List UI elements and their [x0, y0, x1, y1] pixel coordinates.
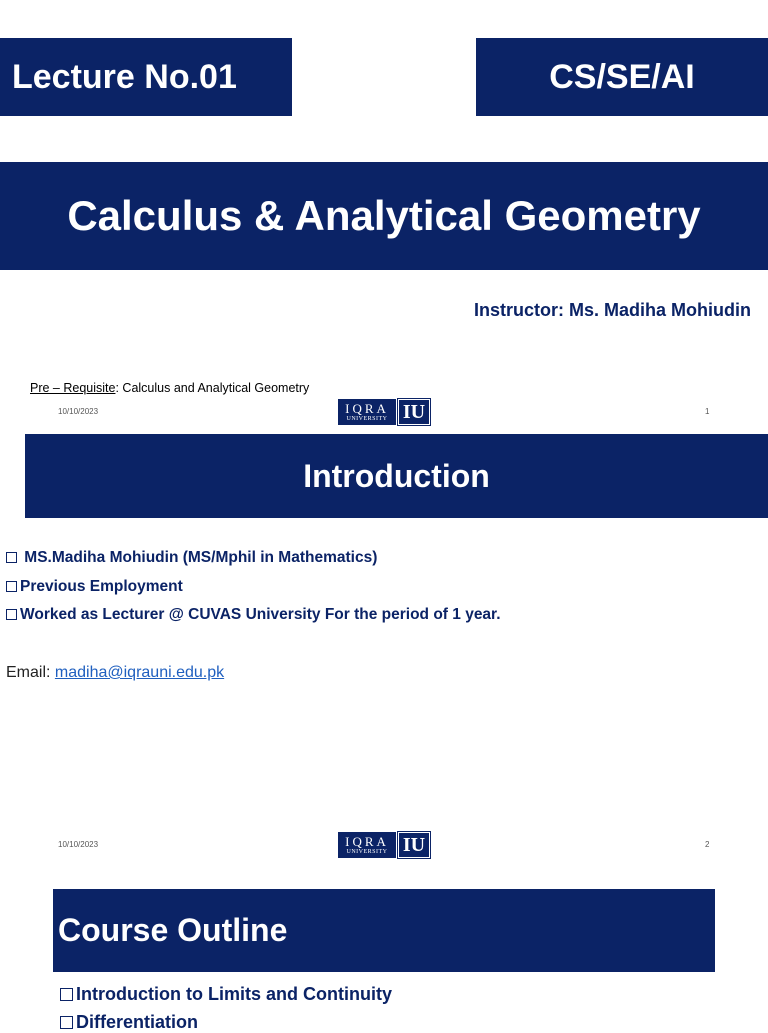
- logo-subword: UNIVERSITY: [346, 415, 388, 422]
- course-title: Calculus & Analytical Geometry: [67, 192, 701, 239]
- lecture-number-banner: [0, 38, 292, 116]
- logo-subword: UNIVERSITY: [346, 848, 388, 855]
- introduction-heading: Introduction: [303, 457, 490, 494]
- logo-word: IQRA: [345, 400, 389, 416]
- outline-bullet-text: Differentiation: [76, 1012, 199, 1032]
- logo-wordmark: [338, 832, 396, 858]
- intro-bullet-text: Worked as Lecturer @ CUVAS University For the period of 1 year.: [20, 606, 501, 623]
- iqra-university-logo: [338, 399, 430, 425]
- slide2-date: 10/10/2023: [58, 840, 99, 849]
- intro-bullet-text: MS.Madiha Mohiudin (MS/Mphil in Mathematics): [20, 549, 378, 566]
- logo-word: IQRA: [345, 833, 389, 849]
- outline-bullet: [60, 984, 392, 1005]
- checkbox-bullet-icon: [6, 581, 17, 592]
- logo-monogram: IU: [398, 832, 430, 858]
- course-title-banner: [0, 162, 768, 270]
- checkbox-bullet-icon: [6, 609, 17, 620]
- slide2-page-number: 2: [705, 840, 710, 849]
- introduction-banner: [25, 434, 768, 518]
- prerequisite-line: [30, 381, 309, 395]
- slide1-page-number: 1: [705, 407, 710, 416]
- checkbox-bullet-icon: [60, 1016, 73, 1029]
- instructor-name: Instructor: Ms. Madiha Mohiudin: [474, 300, 751, 320]
- slide1-date: 10/10/2023: [58, 407, 99, 416]
- iqra-university-logo: [338, 832, 430, 858]
- course-outline-banner: [53, 889, 715, 972]
- program-label: CS/SE/AI: [549, 57, 695, 96]
- email-link[interactable]: madiha@iqrauni.edu.pk: [54, 664, 225, 681]
- intro-bullet: [6, 549, 377, 567]
- course-outline-heading: Course Outline: [58, 912, 288, 948]
- email-line: [6, 664, 224, 682]
- prerequisite-label: Pre – Requisite: [30, 381, 116, 395]
- checkbox-bullet-icon: [6, 552, 17, 563]
- lecture-number: Lecture No.01: [12, 57, 237, 96]
- prerequisite-value: : Calculus and Analytical Geometry: [115, 381, 310, 395]
- logo-monogram: IU: [398, 399, 430, 425]
- outline-bullet-text: Introduction to Limits and Continuity: [76, 984, 392, 1004]
- logo-wordmark: [338, 399, 396, 425]
- checkbox-bullet-icon: [60, 988, 73, 1001]
- intro-bullet: [6, 578, 183, 596]
- intro-bullet: [6, 606, 501, 624]
- intro-bullet-text: Previous Employment: [20, 578, 183, 595]
- outline-bullet: [60, 1012, 198, 1033]
- email-label: Email:: [6, 664, 55, 681]
- program-banner: [476, 38, 768, 116]
